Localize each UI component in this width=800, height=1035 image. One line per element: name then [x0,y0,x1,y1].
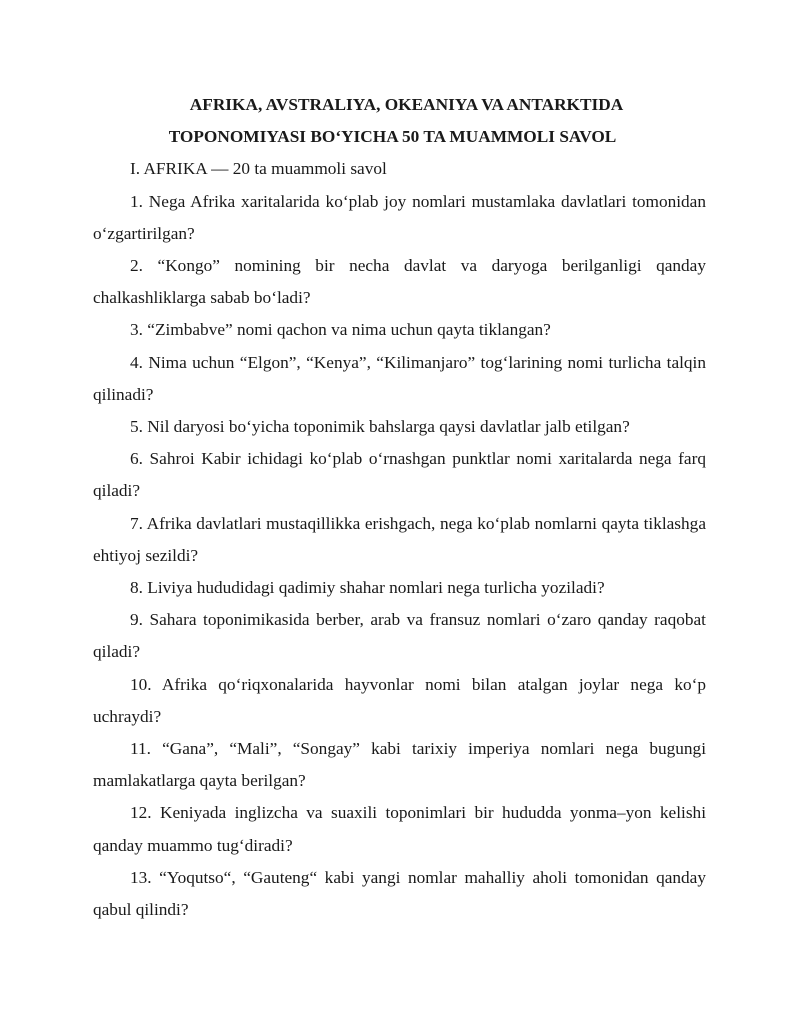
question-12: 12. Keniyada inglizcha va suaxili toponimlari bir hududda yonma–yon kelishi qanday muammo tug‘diradi? [93,803,706,855]
question-6: 6. Sahroi Kabir ichidagi ko‘plab o‘rnashgan punktlar nomi xaritalarda nega farq qiladi? [93,449,706,501]
question-8: 8. Liviya hududidagi qadimiy shahar nomlari nega turlicha yoziladi? [130,578,605,598]
title-line-1: AFRIKA, AVSTRALIYA, OKEANIYA VA ANTARKTIDA [189,95,624,114]
question-1: 1. Nega Afrika xaritalarida ko‘plab joy nomlari mustamlaka davlatlari tomonidan o‘zgartirilgan? [93,191,706,243]
document-title [93,89,706,153]
question-7: 7. Afrika davlatlari mustaqillikka erishgach, nega ko‘plab nomlarni qayta tiklashga ehtiyoj sezildi? [93,513,706,565]
question-2: 2. “Kongo” nomining bir necha davlat va daryoga berilganligi qanday chalkashliklarga sabab bo‘ladi? [93,256,706,308]
section-heading: I. AFRIKA — 20 ta muammoli savol [130,159,387,179]
document-body [93,89,706,926]
question-3: 3. “Zimbabve” nomi qachon va nima uchun qayta tiklangan? [130,320,551,340]
question-5: 5. Nil daryosi bo‘yicha toponimik bahslarga qaysi davlatlar jalb etilgan? [130,417,630,437]
question-4: 4. Nima uchun “Elgon”, “Kenya”, “Kilimanjaro” tog‘larining nomi turlicha talqin qilinadi? [93,352,706,404]
question-11: 11. “Gana”, “Mali”, “Songay” kabi tarixiy imperiya nomlari nega bugungi mamlakatlarga qayta berilgan? [93,739,706,791]
question-9: 9. Sahara toponimikasida berber, arab va fransuz nomlari o‘zaro qanday raqobat qiladi? [93,610,706,662]
question-10: 10. Afrika qo‘riqxonalarida hayvonlar nomi bilan atalgan joylar nega ko‘p uchraydi? [93,674,706,726]
question-13: 13. “Yoqutso“, “Gauteng“ kabi yangi nomlar mahalliy aholi tomonidan qanday qabul qilindi? [93,867,706,920]
title-line-2: TOPONOMIYASI BO‘YICHA 50 TA MUAMMOLI SAVOL [168,127,617,147]
